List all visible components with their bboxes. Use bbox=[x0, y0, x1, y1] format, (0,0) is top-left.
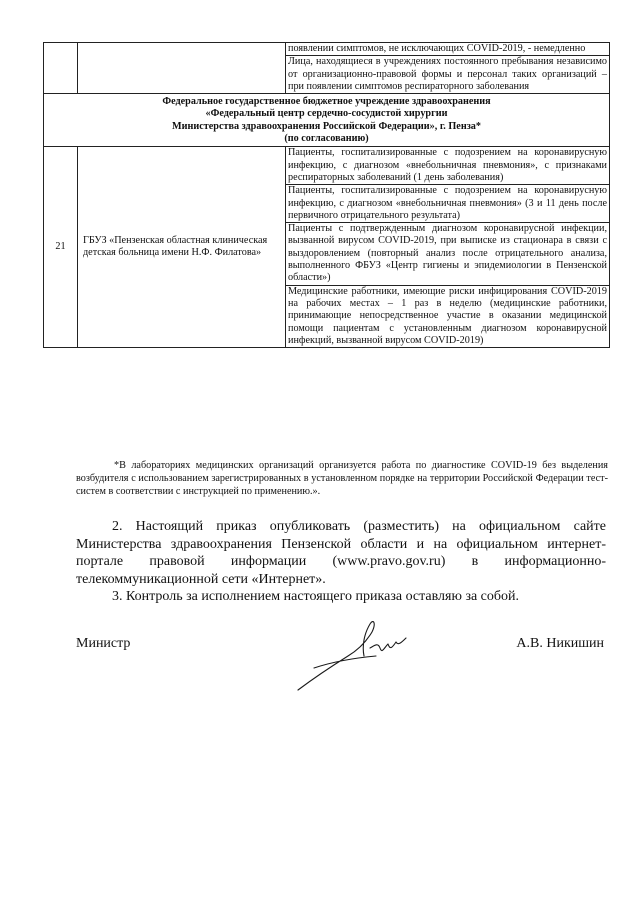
signatory-name: А.В. Никишин bbox=[516, 636, 604, 651]
footnote bbox=[76, 459, 608, 499]
criterion-cell: Пациенты с подтвержденным диагнозом коронавирусной инфекции, вызванной вирусом COVID-2019, при выписке из стационара в связи с выздоровлением (повторный анализ после отрицательного анализа, выполненного ФБУЗ «Центр гигиены и эпидемиологии в Пензенской области») bbox=[286, 223, 610, 285]
signatory-title: Министр bbox=[76, 636, 131, 651]
criterion-cell: Пациенты, госпитализированные с подозрением на коронавирусную инфекцию, с диагнозом «внебольничная пневмония» (3 и 11 день после первичного отрицательного результата) bbox=[286, 185, 610, 223]
table-row bbox=[44, 147, 610, 185]
section-heading-row bbox=[44, 94, 610, 147]
organization-name: ГБУЗ «Пензенская областная клиническая детская больница имени Н.Ф. Филатова» bbox=[78, 147, 286, 348]
row-number: 21 bbox=[44, 147, 78, 348]
criterion-cell: Лица, находящиеся в учреждениях постоянного пребывания независимо от организационно-правовой формы и персонал таких организаций – при появлении симптомов респираторного заболевания bbox=[286, 56, 610, 94]
section-heading-line: (по согласованию) bbox=[284, 133, 369, 145]
section-heading bbox=[44, 94, 610, 147]
footnote-text: *В лабораториях медицинских организаций организуется работа по диагностике COVID-19 без выделения возбудителя с использованием зарегистрированных в установленном порядке на территории Российской Федерации тест-систем в соответствии с инструкцией по применению.». bbox=[76, 460, 608, 498]
section-heading-line: «Федеральный центр сердечно-сосудистой хирургии bbox=[205, 108, 448, 120]
table-row bbox=[44, 43, 610, 56]
handwritten-signature bbox=[292, 612, 408, 692]
section-heading-line: Федеральное государственное бюджетное учреждение здравоохранения bbox=[162, 96, 491, 108]
criterion-cell: появлении симптомов, не исключающих COVID-2019, - немедленно bbox=[286, 43, 610, 56]
paragraph-control: 3. Контроль за исполнением настоящего приказа оставляю за собой. bbox=[112, 589, 520, 604]
paragraph-publication: 2. Настоящий приказ опубликовать (разместить) на официальном сайте Министерства здравоохранения Пензенской области и на официальном интернет-портале правовой информации (www.pravo.gov.ru) в информационно-телекоммуникационной сети «Интернет». bbox=[76, 519, 606, 587]
number-cell-empty bbox=[44, 43, 78, 94]
section-heading-line: Министерства здравоохранения Российской Федерации», г. Пенза* bbox=[172, 120, 481, 132]
criterion-cell: Пациенты, госпитализированные с подозрением на коронавирусную инфекцию, с диагнозом «внебольничная пневмония», с признаками респираторных заболеваний (1 день заболевания) bbox=[286, 147, 610, 185]
criterion-cell: Медицинские работники, имеющие риски инфицирования COVID-2019 на рабочих местах – 1 раз в неделю (медицинские работники, принимающие непосредственное участие в оказании медицинской помощи пациентам с установленным диагнозом коронавирусной инфекций, вызванной вирусом COVID-2019) bbox=[286, 285, 610, 347]
organization-cell-empty bbox=[78, 43, 286, 94]
testing-schedule-table bbox=[43, 42, 610, 348]
